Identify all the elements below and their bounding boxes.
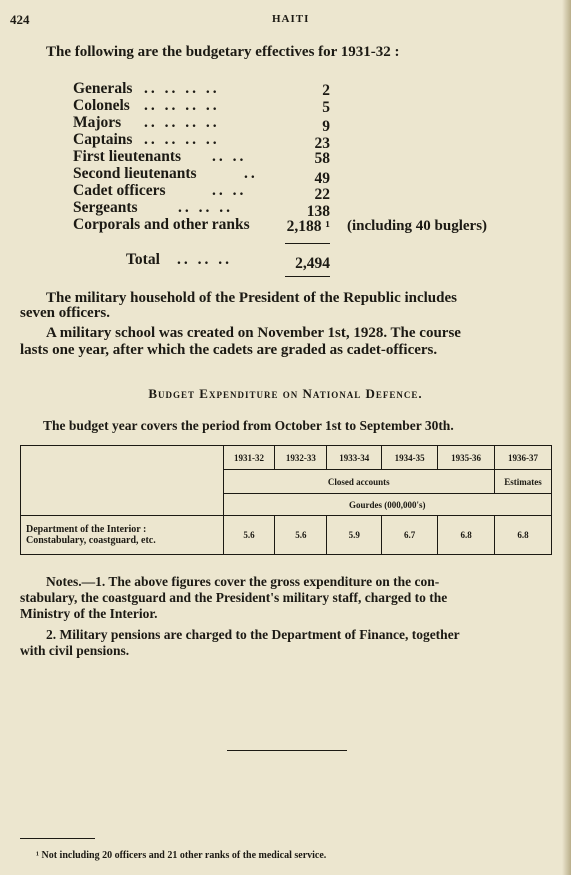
leader-dots: .. .. .. ..	[144, 80, 220, 97]
year-header: 1931-32	[223, 446, 275, 470]
total-rule	[285, 243, 330, 244]
intro-sentence: The following are the budgetary effectives for 1931-32 :	[46, 44, 400, 60]
note-line: with civil pensions.	[20, 643, 130, 658]
paragraph-line: The military household of the President of the Republic includes	[46, 290, 457, 306]
rank-label: Second lieutenants	[73, 165, 197, 182]
rank-label: Colonels	[73, 97, 130, 114]
rank-label: Generals	[73, 80, 133, 97]
year-header: 1936-37	[495, 446, 552, 470]
total-label: Total	[126, 251, 160, 268]
year-header: 1932-33	[275, 446, 327, 470]
rank-label: Sergeants	[73, 199, 138, 216]
note-line: 2. Military pensions are charged to the Department of Finance, together	[46, 627, 460, 642]
row-label-line: Department of the Interior :	[26, 524, 147, 535]
rank-value: 2,188 ¹	[286, 218, 330, 235]
paragraph-line: lasts one year, after which the cadets are graded as cadet-officers.	[20, 342, 438, 358]
rank-label: Majors	[73, 114, 122, 131]
total-value: 2,494	[295, 255, 330, 272]
section-heading: Budget Expenditure on National Defence.	[148, 386, 423, 401]
row-label-line: Constabulary, coastguard, etc.	[26, 535, 156, 546]
rank-label: Corporals and other ranks	[73, 216, 250, 233]
rank-note: (including 40 buglers)	[347, 218, 488, 234]
footnote-rule	[20, 838, 95, 839]
value-cell: 5.6	[223, 516, 275, 555]
leader-dots: .. ..	[212, 182, 247, 199]
value-cell: 6.8	[438, 516, 495, 555]
page-number: 424	[10, 12, 30, 27]
year-header: 1934-35	[382, 446, 438, 470]
total-rule	[285, 276, 330, 277]
estimates-label: Estimates	[495, 470, 552, 494]
rank-value: 22	[314, 186, 330, 203]
leader-dots: .. .. .. ..	[144, 114, 220, 131]
paragraph-line: A military school was created on November 1st, 1928. The course	[46, 325, 461, 341]
budget-table	[20, 445, 552, 555]
note-line: stabulary, the coastguard and the President's military staff, charged to the	[20, 590, 448, 605]
row-label	[21, 516, 224, 555]
leader-dots: .. .. ..	[177, 251, 232, 268]
page-edge-shadow	[562, 0, 571, 875]
running-title: HAITI	[272, 13, 310, 25]
value-cell: 5.6	[275, 516, 327, 555]
section-rule	[227, 750, 347, 751]
year-header: 1933-34	[327, 446, 382, 470]
note-line: Notes.—1. The above figures cover the gross expenditure on the con-	[46, 574, 440, 589]
leader-dots: .. ..	[212, 148, 247, 165]
rank-label: First lieutenants	[73, 148, 182, 165]
table-corner-cell	[21, 446, 224, 516]
paragraph-line: seven officers.	[20, 305, 110, 321]
value-cell: 6.7	[382, 516, 438, 555]
rank-value: 49	[314, 170, 330, 187]
budget-year-note: The budget year covers the period from October 1st to September 30th.	[43, 418, 454, 433]
closed-accounts-label: Closed accounts	[223, 470, 494, 494]
value-cell: 6.8	[495, 516, 552, 555]
rank-value: 138	[306, 203, 330, 220]
unit-label: Gourdes (000,000's)	[223, 494, 551, 516]
rank-value: 2	[322, 82, 330, 99]
leader-dots: .. .. .. ..	[144, 97, 220, 114]
rank-label: Captains	[73, 131, 133, 148]
footnote: ¹ Not including 20 officers and 21 other ranks of the medical service.	[36, 850, 327, 861]
rank-value: 9	[322, 118, 330, 135]
rank-label: Cadet officers	[73, 182, 166, 199]
leader-dots: ..	[244, 165, 258, 182]
note-line: Ministry of the Interior.	[20, 606, 158, 621]
leader-dots: .. .. ..	[178, 199, 233, 216]
rank-value: 23	[314, 135, 330, 152]
value-cell: 5.9	[327, 516, 382, 555]
rank-value: 5	[322, 99, 330, 116]
leader-dots: .. .. .. ..	[144, 131, 220, 148]
rank-value: 58	[314, 150, 330, 167]
year-header: 1935-36	[438, 446, 495, 470]
